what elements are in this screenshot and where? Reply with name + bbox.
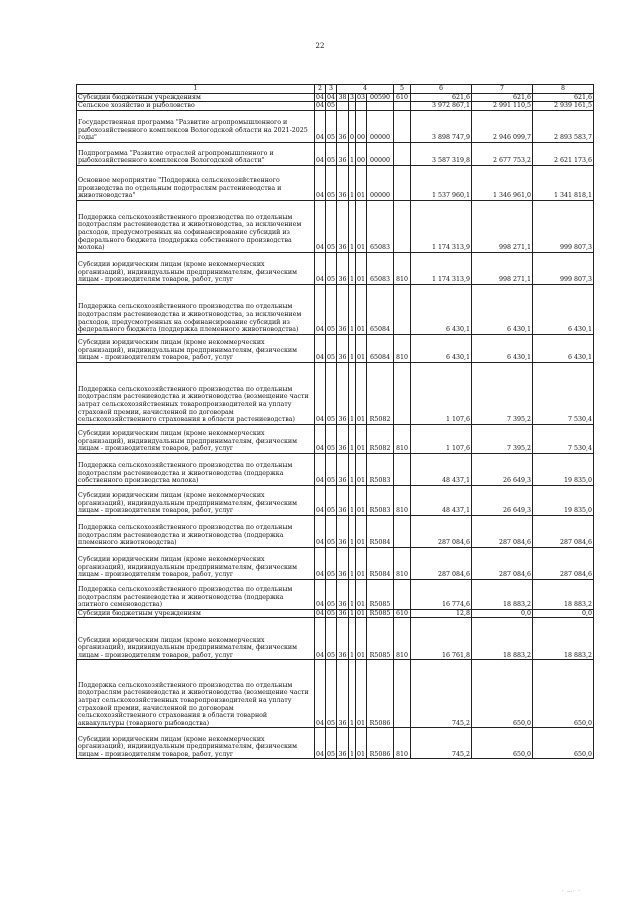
amount-year3-cell: 6 430,1 — [533, 284, 594, 334]
page-number: 22 — [315, 42, 325, 50]
direction-code-cell: 65084 — [367, 334, 394, 362]
direction-code-cell: R5082 — [367, 424, 394, 453]
table-body — [77, 85, 594, 759]
row-name-cell: Поддержка сельскохозяйственного производства по отдельным подотраслям растениеводства и животноводства (поддержка элитного семеноводства) — [77, 579, 315, 609]
measure-code-cell: 01 — [356, 515, 367, 547]
program-code-cell: 38 — [338, 93, 347, 101]
amount-year3-cell: 999 807,3 — [533, 252, 594, 284]
expense-type-cell — [394, 284, 411, 334]
row-name-cell: Поддержка сельскохозяйственного производства по отдельным подотраслям растениеводства и животноводства (поддержка собственного производства молока) — [77, 453, 315, 485]
section-code-cell: 04 — [315, 515, 326, 547]
measure-code-cell: 01 — [356, 362, 367, 424]
row-name-cell: Субсидии юридическим лицам (кроме некоммерческих организаций), индивидуальным предпринимателям, физическим лицам - производителям товаров, работ, услуг — [77, 728, 315, 759]
measure-code-cell: 00 — [356, 142, 367, 165]
expense-type-cell: 810 — [394, 252, 411, 284]
amount-year2-cell: 6 430,1 — [472, 334, 533, 362]
subprogram-code-cell: 1 — [349, 200, 356, 252]
header-col-1: 1 — [77, 85, 315, 94]
direction-code-cell: 00000 — [367, 142, 394, 165]
measure-code-cell: 01 — [356, 579, 367, 609]
amount-year1-cell: 287 084,6 — [411, 547, 472, 579]
program-code-cell: 36 — [337, 284, 349, 334]
amount-year3-cell: 19 835,0 — [533, 485, 594, 515]
subsection-code-cell: 05 — [326, 515, 337, 547]
measure-code-cell: 01 — [356, 618, 367, 660]
program-code-cell: 36 — [337, 165, 349, 200]
table-row — [77, 660, 594, 728]
expense-type-cell — [394, 102, 411, 111]
row-name-cell: Основное мероприятие "Поддержка сельскохозяйственного производства по отдельным подотраслям растениеводства и животноводства" — [77, 165, 315, 200]
section-code-cell: 04 — [315, 424, 326, 453]
expense-type-cell: 810 — [394, 728, 411, 759]
direction-code-cell: R5085 — [367, 609, 394, 618]
table-row — [77, 362, 594, 424]
program-code-cell: 36 — [337, 485, 349, 515]
expense-type-cell: 810 — [394, 424, 411, 453]
program-code-cell: 36 — [337, 453, 349, 485]
expense-type-cell — [394, 515, 411, 547]
program-code-cell: 36 — [337, 515, 349, 547]
measure-code-cell: 01 — [356, 728, 367, 759]
expense-type-cell: 810 — [394, 334, 411, 362]
header-col-2: 2 — [315, 85, 326, 94]
direction-code-cell: R5082 — [367, 362, 394, 424]
header-col-3: 3 — [326, 85, 337, 94]
section-code-cell: 04 — [315, 142, 326, 165]
amount-year1-cell: 6 430,1 — [411, 334, 472, 362]
row-name-cell: Субсидии юридическим лицам (кроме некоммерческих организаций), индивидуальным предпринимателям, физическим лицам - производителям товаров, работ, услуг — [77, 485, 315, 515]
section-code-cell: 04 — [315, 362, 326, 424]
program-code-cell: 36 — [337, 110, 349, 142]
row-name-cell: Поддержка сельскохозяйственного производства по отдельным подотраслям растениеводства и животноводства (возмещение части затрат сельскохозяйственных товаропроизводителей на уплату страховой премии, начисленной по договорам сельскохозяйственного страхования в области растениеводства) — [77, 362, 315, 424]
amount-year1-cell: 745,2 — [411, 728, 472, 759]
amount-year2-cell: 7 395,2 — [472, 362, 533, 424]
expense-type-cell — [394, 660, 411, 728]
program-code-cell: 36 — [337, 334, 349, 362]
expense-type-cell — [394, 200, 411, 252]
amount-year2-cell: 18 883,2 — [472, 618, 533, 660]
direction-code-cell: R5086 — [367, 660, 394, 728]
direction-code-cell: 65083 — [367, 200, 394, 252]
expense-type-cell — [394, 142, 411, 165]
amount-year1-cell: 12,8 — [411, 609, 472, 618]
expense-type-cell — [394, 110, 411, 142]
amount-year1-cell: 6 430,1 — [411, 284, 472, 334]
amount-year3-cell: 650,0 — [533, 660, 594, 728]
measure-code-cell: 01 — [356, 660, 367, 728]
section-code-cell: 04 — [315, 728, 326, 759]
subsection-code-cell: 05 — [327, 609, 336, 617]
row-name-cell: Поддержка сельскохозяйственного производства по отдельным подотраслям растениеводства и животноводства, за исключением расходов, предусмотренных на софинансирование субсидий из федерального бюджета (поддержка собственного производства молока) — [77, 200, 315, 252]
program-code-cell: 36 — [337, 618, 349, 660]
table-row — [77, 165, 594, 200]
amount-year2-cell: 621,6 — [472, 93, 533, 102]
subsection-code-cell: 05 — [326, 252, 337, 284]
program-code-cell: 36 — [337, 200, 349, 252]
amount-year1-cell: 3 587 319,8 — [411, 142, 472, 165]
amount-year2-cell: 2 946 099,7 — [472, 110, 533, 142]
expense-type-cell — [394, 362, 411, 424]
amount-year1-cell: 1 107,6 — [411, 424, 472, 453]
direction-code-cell: R5083 — [367, 453, 394, 485]
row-name-cell: Сельское хозяйство и рыболовство — [77, 102, 315, 111]
direction-code-cell: 00000 — [367, 165, 394, 200]
amount-year1-cell: 3 898 747,9 — [411, 110, 472, 142]
subprogram-code-cell: 1 — [349, 515, 356, 547]
direction-code-cell: R5085 — [367, 618, 394, 660]
amount-year1-cell: 745,2 — [411, 660, 472, 728]
subprogram-code-cell — [349, 102, 356, 111]
amount-year3-cell: 2 621 173,6 — [533, 142, 594, 165]
amount-year3-cell: 999 807,3 — [533, 200, 594, 252]
section-code-cell: 04 — [315, 252, 326, 284]
subprogram-code-cell: 1 — [349, 334, 356, 362]
section-code-cell: 04 — [315, 453, 326, 485]
direction-code-cell: 00000 — [367, 110, 394, 142]
section-code-cell: 04 — [316, 609, 325, 617]
subprogram-code-cell: 1 — [349, 618, 356, 660]
row-name-cell: Субсидии юридическим лицам (кроме некоммерческих организаций), индивидуальным предпринимателям, физическим лицам - производителям товаров, работ, услуг — [77, 252, 315, 284]
amount-year3-cell: 1 341 818,1 — [533, 165, 594, 200]
amount-year2-cell: 287 084,6 — [472, 515, 533, 547]
expense-type-cell — [394, 579, 411, 609]
amount-year2-cell: 2 677 753,2 — [472, 142, 533, 165]
amount-year2-cell: 0,0 — [472, 609, 533, 618]
measure-code-cell: 01 — [356, 252, 367, 284]
section-code-cell: 04 — [315, 284, 326, 334]
program-code-cell: 36 — [337, 424, 349, 453]
amount-year3-cell: 0,0 — [533, 609, 594, 618]
section-code-cell: 04 — [315, 660, 326, 728]
table-row — [77, 424, 594, 453]
table-row — [77, 252, 594, 284]
subprogram-code-cell: 1 — [349, 252, 356, 284]
measure-code-cell: 03 — [357, 93, 366, 101]
table-header-row — [77, 85, 594, 94]
subsection-code-cell: 05 — [326, 660, 337, 728]
amount-year2-cell: 6 430,1 — [472, 284, 533, 334]
header-col-4: 4 — [337, 85, 394, 94]
table-row — [77, 200, 594, 252]
amount-year1-cell: 1 107,6 — [411, 362, 472, 424]
program-code-cell — [337, 102, 349, 111]
section-code-cell: 04 — [315, 579, 326, 609]
table-row — [77, 284, 594, 334]
amount-year1-cell: 16 761,8 — [411, 618, 472, 660]
section-code-cell: 04 — [315, 334, 326, 362]
amount-year2-cell: 26 649,3 — [472, 453, 533, 485]
section-code-cell: 04 — [316, 93, 325, 101]
measure-code-cell: 01 — [356, 284, 367, 334]
measure-code-cell: 01 — [356, 485, 367, 515]
subsection-code-cell: 05 — [326, 547, 337, 579]
table-row — [77, 102, 594, 111]
header-col-5: 5 — [394, 85, 411, 94]
subsection-code-cell: 05 — [326, 142, 337, 165]
amount-year2-cell: 2 991 110,5 — [472, 102, 533, 111]
row-name-cell: Поддержка сельскохозяйственного производства по отдельным подотраслям растениеводства и животноводства (возмещение части затрат сельскохозяйственных товаропроизводителей на уплату страховой премии, начисленной по договорам сельскохозяйственного страхования в области товарной аквакультуры (товарного рыбоводства) — [77, 660, 315, 728]
scan-mark: · …· · — [562, 888, 581, 894]
section-code-cell: 04 — [315, 165, 326, 200]
row-name-cell: Субсидии бюджетным учреждениям — [77, 93, 315, 102]
amount-year2-cell: 26 649,3 — [472, 485, 533, 515]
measure-code-cell: 01 — [356, 547, 367, 579]
subsection-code-cell: 05 — [326, 200, 337, 252]
amount-year3-cell: 2 939 161,5 — [533, 102, 594, 111]
expense-type-cell: 810 — [394, 547, 411, 579]
subprogram-code-cell: 1 — [349, 728, 356, 759]
table-row — [77, 515, 594, 547]
amount-year3-cell: 621,6 — [533, 93, 594, 102]
section-code-cell: 04 — [315, 547, 326, 579]
amount-year2-cell: 1 346 961,0 — [472, 165, 533, 200]
direction-code-cell: R5085 — [367, 579, 394, 609]
expense-type-cell — [394, 453, 411, 485]
subprogram-code-cell: 1 — [350, 609, 355, 617]
amount-year1-cell: 621,6 — [411, 93, 472, 102]
amount-year3-cell: 7 530,4 — [533, 362, 594, 424]
measure-code-cell: 00 — [356, 110, 367, 142]
amount-year1-cell: 48 437,1 — [411, 453, 472, 485]
direction-code-cell — [367, 102, 394, 111]
subprogram-code-cell: 1 — [349, 579, 356, 609]
amount-year2-cell: 287 084,6 — [472, 547, 533, 579]
direction-code-cell: R5084 — [367, 515, 394, 547]
section-code-cell: 04 — [315, 200, 326, 252]
subprogram-code-cell: 1 — [349, 485, 356, 515]
amount-year3-cell: 19 835,0 — [533, 453, 594, 485]
row-name-cell: Субсидии бюджетным учреждениям — [77, 609, 315, 618]
subsection-code-cell: 05 — [327, 102, 336, 110]
program-code-cell: 36 — [337, 547, 349, 579]
table-row — [77, 728, 594, 759]
amount-year3-cell: 287 084,6 — [533, 515, 594, 547]
amount-year3-cell: 6 430,1 — [533, 334, 594, 362]
table-row — [77, 609, 594, 618]
row-name-cell: Государственная программа "Развитие агропромышленного и рыбохозяйственного комплексов Вологодской области на 2021-2025 годы" — [77, 110, 315, 142]
subsection-code-cell: 05 — [326, 579, 337, 609]
header-col-7: 7 — [472, 85, 533, 94]
amount-year2-cell: 18 883,2 — [472, 579, 533, 609]
amount-year1-cell: 16 774,6 — [411, 579, 472, 609]
subsection-code-cell: 05 — [326, 362, 337, 424]
subsection-code-cell: 04 — [327, 93, 336, 101]
amount-year2-cell: 650,0 — [472, 660, 533, 728]
amount-year3-cell: 2 893 583,7 — [533, 110, 594, 142]
subprogram-code-cell: 1 — [349, 424, 356, 453]
subsection-code-cell: 05 — [326, 728, 337, 759]
subprogram-code-cell: 1 — [349, 453, 356, 485]
amount-year2-cell: 998 271,1 — [472, 200, 533, 252]
program-code-cell: 36 — [337, 579, 349, 609]
amount-year3-cell: 18 883,2 — [533, 618, 594, 660]
table-row — [77, 334, 594, 362]
section-code-cell: 04 — [315, 618, 326, 660]
direction-code-cell: R5086 — [367, 728, 394, 759]
amount-year3-cell: 7 530,4 — [533, 424, 594, 453]
subprogram-code-cell: 3 — [350, 93, 355, 101]
amount-year3-cell: 18 883,2 — [533, 579, 594, 609]
subsection-code-cell: 05 — [326, 424, 337, 453]
subprogram-code-cell: 1 — [349, 362, 356, 424]
row-name-cell: Субсидии юридическим лицам (кроме некоммерческих организаций), индивидуальным предпринимателям, физическим лицам - производителям товаров, работ, услуг — [77, 618, 315, 660]
program-code-cell: 36 — [337, 142, 349, 165]
subprogram-code-cell: 1 — [349, 165, 356, 200]
subprogram-code-cell: 1 — [349, 547, 356, 579]
subsection-code-cell: 05 — [326, 110, 337, 142]
table-row — [77, 453, 594, 485]
amount-year2-cell: 650,0 — [472, 728, 533, 759]
amount-year2-cell: 998 271,1 — [472, 252, 533, 284]
measure-code-cell: 01 — [356, 165, 367, 200]
program-code-cell: 36 — [337, 252, 349, 284]
expense-type-cell: 810 — [394, 618, 411, 660]
amount-year1-cell: 287 084,6 — [411, 515, 472, 547]
row-name-cell: Субсидии юридическим лицам (кроме некоммерческих организаций), индивидуальным предпринимателям, физическим лицам - производителям товаров, работ, услуг — [77, 547, 315, 579]
budget-table — [76, 84, 594, 759]
expense-type-cell: 610 — [394, 609, 411, 618]
subprogram-code-cell: 1 — [349, 142, 356, 165]
program-code-cell: 36 — [338, 609, 347, 617]
expense-type-cell: 810 — [394, 485, 411, 515]
direction-code-cell: 65083 — [367, 252, 394, 284]
subsection-code-cell: 05 — [326, 485, 337, 515]
table-row — [77, 618, 594, 660]
measure-code-cell: 01 — [356, 200, 367, 252]
amount-year1-cell: 1 537 960,1 — [411, 165, 472, 200]
amount-year3-cell: 287 084,6 — [533, 547, 594, 579]
subsection-code-cell: 05 — [326, 284, 337, 334]
table-row — [77, 485, 594, 515]
row-name-cell: Поддержка сельскохозяйственного производства по отдельным подотраслям растениеводства и животноводства (поддержка племенного животноводства) — [77, 515, 315, 547]
row-name-cell: Поддержка сельскохозяйственного производства по отдельным подотраслям растениеводства и животноводства, за исключением расходов, предусмотренных на софинансирование субсидий из федерального бюджета (поддержка племенного животноводства) — [77, 284, 315, 334]
section-code-cell: 04 — [315, 110, 326, 142]
measure-code-cell: 01 — [356, 424, 367, 453]
table-row — [77, 579, 594, 609]
subprogram-code-cell: 1 — [349, 284, 356, 334]
amount-year2-cell: 7 395,2 — [472, 424, 533, 453]
amount-year1-cell: 3 972 867,1 — [411, 102, 472, 111]
section-code-cell: 04 — [316, 102, 325, 110]
measure-code-cell: 01 — [356, 334, 367, 362]
direction-code-cell: 00590 — [367, 93, 394, 102]
row-name-cell: Субсидии юридическим лицам (кроме некоммерческих организаций), индивидуальным предпринимателям, физическим лицам - производителям товаров, работ, услуг — [77, 334, 315, 362]
table-row — [77, 547, 594, 579]
row-name-cell: Подпрограмма "Развитие отраслей агропромышленного и рыбохозяйственного комплексов Вологодской области" — [77, 142, 315, 165]
subsection-code-cell: 05 — [326, 618, 337, 660]
direction-code-cell: 65084 — [367, 284, 394, 334]
expense-type-cell — [394, 165, 411, 200]
measure-code-cell: 01 — [356, 453, 367, 485]
measure-code-cell — [356, 102, 367, 111]
subprogram-code-cell: 0 — [349, 110, 356, 142]
program-code-cell: 36 — [337, 362, 349, 424]
amount-year3-cell: 650,0 — [533, 728, 594, 759]
table-row — [77, 142, 594, 165]
amount-year1-cell: 1 174 313,9 — [411, 200, 472, 252]
measure-code-cell: 01 — [357, 609, 366, 617]
table-row — [77, 93, 594, 102]
program-code-cell: 36 — [337, 728, 349, 759]
direction-code-cell: R5083 — [367, 485, 394, 515]
section-code-cell: 04 — [315, 485, 326, 515]
program-code-cell: 36 — [337, 660, 349, 728]
amount-year1-cell: 1 174 313,9 — [411, 252, 472, 284]
subsection-code-cell: 05 — [326, 334, 337, 362]
expense-type-cell: 610 — [394, 93, 411, 102]
subsection-code-cell: 05 — [326, 165, 337, 200]
subprogram-code-cell: 1 — [349, 660, 356, 728]
table-row — [77, 110, 594, 142]
row-name-cell: Субсидии юридическим лицам (кроме некоммерческих организаций), индивидуальным предпринимателям, физическим лицам - производителям товаров, работ, услуг — [77, 424, 315, 453]
direction-code-cell: R5084 — [367, 547, 394, 579]
subsection-code-cell: 05 — [326, 453, 337, 485]
header-col-8: 8 — [533, 85, 594, 94]
header-col-6: 6 — [411, 85, 472, 94]
amount-year1-cell: 48 437,1 — [411, 485, 472, 515]
